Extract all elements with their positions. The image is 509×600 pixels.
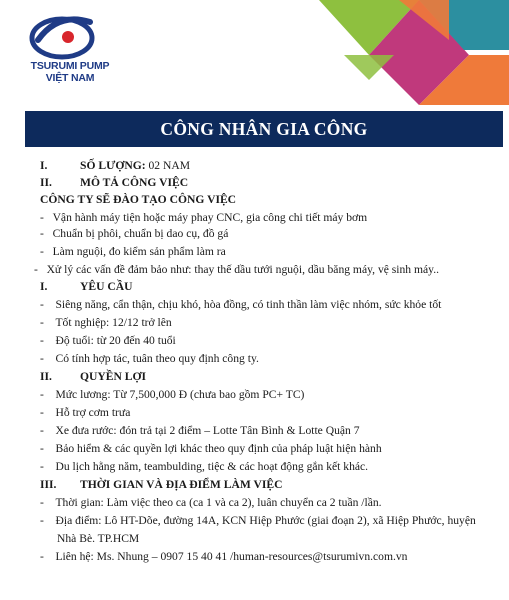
brand-line-1: TSURUMI PUMP <box>30 60 110 72</box>
training-note: CÔNG TY SẼ ĐÀO TẠO CÔNG VIỆC <box>40 193 237 206</box>
quantity-value: 02 NAM <box>145 159 191 172</box>
quantity-label: SỐ LƯỢNG: <box>80 159 146 172</box>
list-item: - Có tính hợp tác, tuân theo quy định công ty. <box>40 352 259 365</box>
section-heading-time-place: THỜI GIAN VÀ ĐỊA ĐIỂM LÀM VIỆC <box>80 478 283 491</box>
list-item: - Bảo hiểm & các quyền lợi khác theo quy định của pháp luật hiện hành <box>40 442 382 455</box>
list-item: - Xử lý các vấn đề đảm bảo như: thay thế dầu tưới nguội, dầu băng máy, vệ sinh máy.. <box>34 263 440 276</box>
list-item: - Liên hệ: Ms. Nhung – 0907 15 40 41 /human-resources@tsurumivn.com.vn <box>40 550 408 563</box>
decorative-shapes <box>249 0 509 105</box>
list-item: - Địa điểm: Lô HT-Dõe, đường 14A, KCN Hiệp Phước (giai đoạn 2), xã Hiệp Phước, huyện <box>40 514 476 527</box>
list-item: - Tốt nghiệp: 12/12 trở lên <box>40 316 172 329</box>
list-item: - Hỗ trợ cơm trưa <box>40 406 131 419</box>
list-item: - Vận hành máy tiện hoặc máy phay CNC, gia công chi tiết máy bơm <box>40 211 368 224</box>
section-heading-requirements: YÊU CẦU <box>80 280 133 293</box>
section-roman: III. <box>40 478 57 491</box>
list-item: - Chuẩn bị phôi, chuẩn bị dao cụ, đồ gá <box>40 227 229 240</box>
job-title-banner: CÔNG NHÂN GIA CÔNG <box>25 111 503 147</box>
list-item: - Độ tuổi: từ 20 đến 40 tuổi <box>40 334 176 347</box>
company-logo <box>22 10 112 88</box>
contact-info: Liên hệ: Ms. Nhung – 0907 15 40 41 /human-resources@tsurumivn.com.vn <box>55 550 408 563</box>
section-roman: II. <box>40 176 52 189</box>
quantity-line <box>80 158 190 173</box>
section-heading-benefits: QUYỀN LỢI <box>80 370 147 383</box>
tsurumi-swirl-logo-icon <box>28 10 100 60</box>
section-heading-description: MÔ TẢ CÔNG VIỆC <box>80 176 189 189</box>
list-item: - Mức lương: Từ 7,500,000 Đ (chưa bao gồm PC+ TC) <box>40 388 305 401</box>
list-item: - Làm nguội, đo kiểm sản phẩm làm ra <box>40 245 226 258</box>
list-item: - Xe đưa rước: đón trả tại 2 điểm – Lotte Tân Bình & Lotte Quận 7 <box>40 424 360 437</box>
brand-line-2: VIỆT NAM <box>45 72 95 84</box>
list-item: - Thời gian: Làm việc theo ca (ca 1 và ca 2), luân chuyển ca 2 tuần /lần. <box>40 496 382 509</box>
section-roman: II. <box>40 370 52 383</box>
section-roman: I. <box>40 280 48 293</box>
list-item-continuation: Nhà Bè. TP.HCM <box>57 532 140 545</box>
list-item: - Siêng năng, cẩn thận, chịu khó, hòa đồng, có tinh thần làm việc nhóm, sức khỏe tốt <box>40 298 442 311</box>
list-item: - Du lịch hằng năm, teambulding, tiệc & các hoạt động gắn kết khác. <box>40 460 369 473</box>
